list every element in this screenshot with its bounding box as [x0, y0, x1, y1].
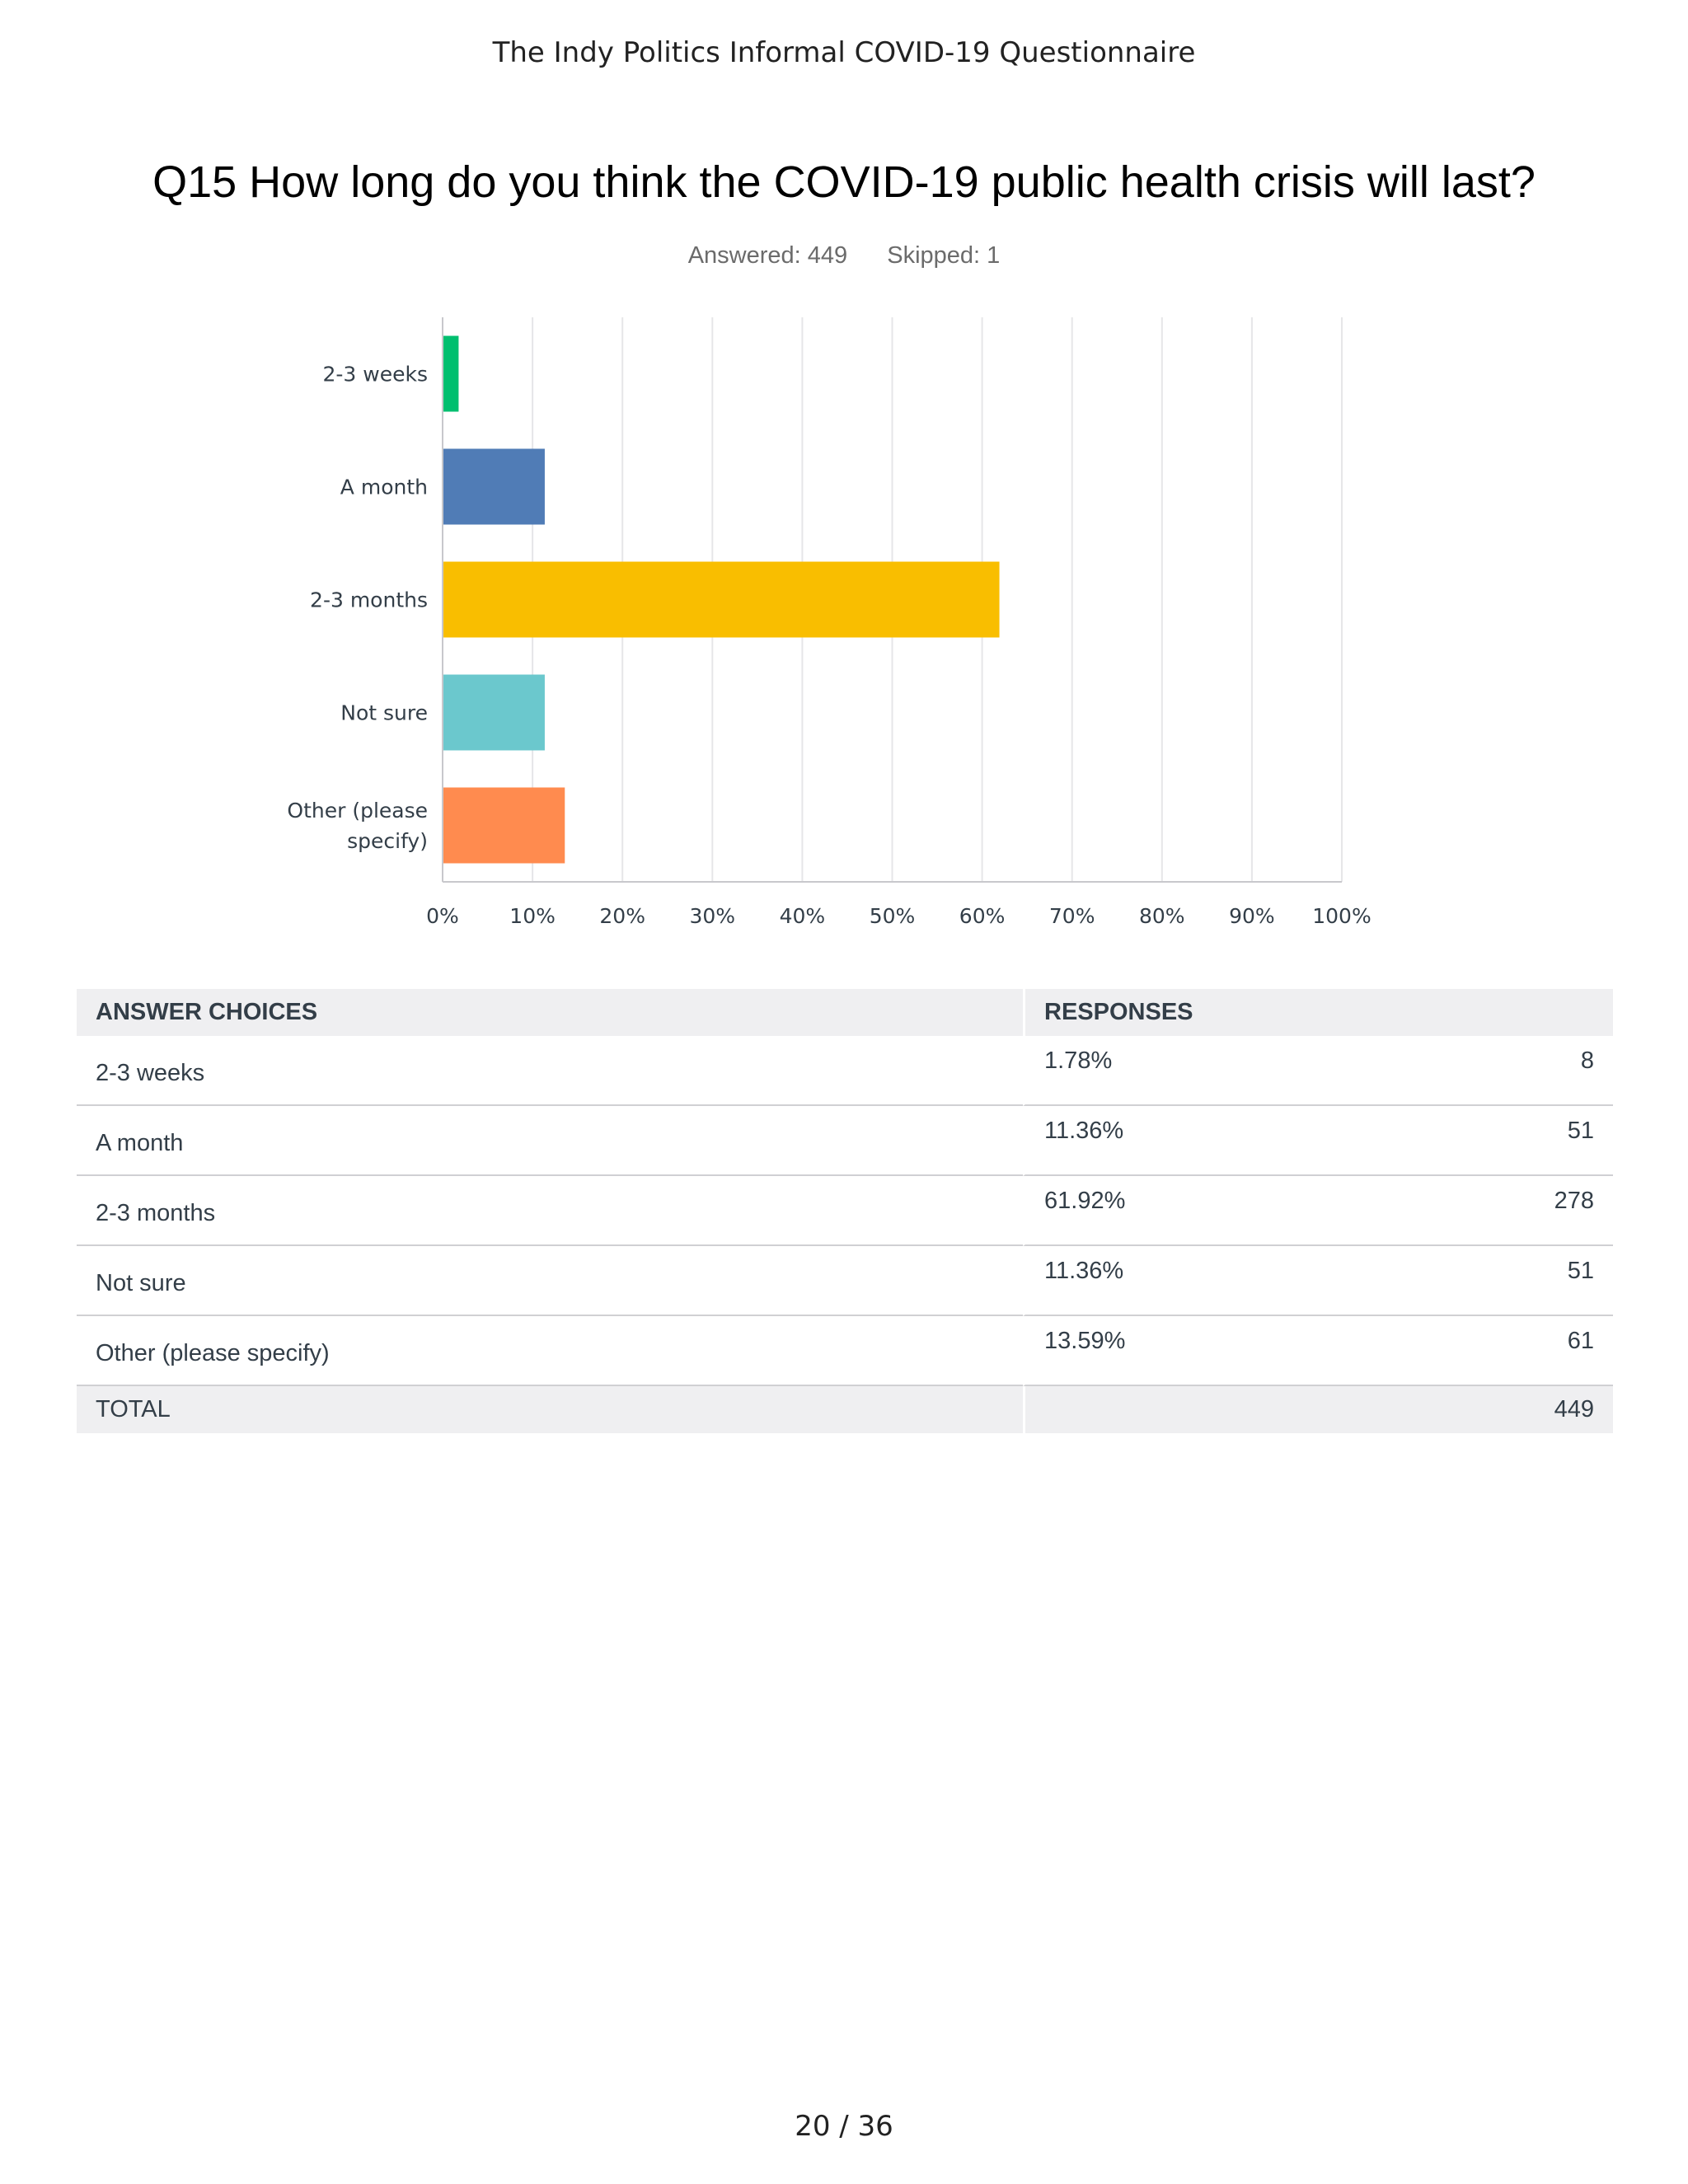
bar-2 — [443, 449, 545, 525]
answer-choice: 2-3 months — [77, 1176, 1023, 1246]
x-tick-label: 10% — [509, 904, 556, 928]
chart-category-labels — [287, 363, 428, 854]
total-label: TOTAL — [77, 1386, 1023, 1433]
category-label: A month — [340, 475, 428, 499]
x-tick-label: 0% — [426, 904, 459, 928]
response-percent: 11.36% — [1023, 1246, 1382, 1316]
x-tick-label: 50% — [869, 904, 916, 928]
answer-choice: 2-3 weeks — [77, 1036, 1023, 1106]
response-count: 51 — [1382, 1246, 1613, 1316]
chart-tick-labels — [426, 904, 1372, 928]
table-row — [77, 1106, 1613, 1176]
table-row — [77, 1176, 1613, 1246]
bar-4 — [443, 675, 545, 751]
response-count: 61 — [1382, 1316, 1613, 1386]
responses-table — [77, 989, 1613, 1433]
response-percent: 13.59% — [1023, 1316, 1382, 1386]
bar-3 — [443, 562, 1000, 638]
x-tick-label: 30% — [689, 904, 736, 928]
answer-choice: Other (please specify) — [77, 1316, 1023, 1386]
bar-1 — [443, 336, 458, 412]
answer-choice: Not sure — [77, 1246, 1023, 1316]
response-percent: 61.92% — [1023, 1176, 1382, 1246]
response-count: 51 — [1382, 1106, 1613, 1176]
skipped-count: Skipped: 1 — [887, 242, 1001, 269]
answer-choice: A month — [77, 1106, 1023, 1176]
response-count: 8 — [1382, 1036, 1613, 1106]
bar-5 — [443, 788, 565, 864]
category-label: Other (please specify) — [287, 799, 428, 853]
category-label: 2-3 weeks — [322, 362, 428, 387]
x-tick-label: 80% — [1139, 904, 1185, 928]
responses-header: RESPONSES — [1023, 989, 1613, 1036]
table-row — [77, 1036, 1613, 1106]
x-tick-label: 90% — [1229, 904, 1275, 928]
category-label: 2-3 months — [310, 588, 428, 612]
survey-title: The Indy Politics Informal COVID-19 Questionnaire — [492, 36, 1196, 69]
bar-chart — [0, 0, 1688, 956]
response-percent: 11.36% — [1023, 1106, 1382, 1176]
x-tick-label: 100% — [1312, 904, 1372, 928]
table-row — [77, 1316, 1613, 1386]
table-header-row — [77, 989, 1613, 1036]
response-count: 278 — [1382, 1176, 1613, 1246]
answer-choices-header: ANSWER CHOICES — [77, 989, 1023, 1036]
page-number: 20 / 36 — [795, 2110, 893, 2143]
chart-bars — [443, 336, 1000, 864]
x-tick-label: 70% — [1048, 904, 1095, 928]
question-title: Q15 How long do you think the COVID-19 public health crisis will last? — [152, 157, 1536, 207]
x-tick-label: 60% — [959, 904, 1006, 928]
response-percent: 1.78% — [1023, 1036, 1382, 1106]
x-tick-label: 40% — [779, 904, 826, 928]
category-label: Not sure — [340, 701, 428, 725]
x-tick-label: 20% — [599, 904, 645, 928]
total-count: 449 — [1023, 1386, 1613, 1433]
table-row — [77, 1246, 1613, 1316]
total-row — [77, 1386, 1613, 1433]
answered-count: Answered: 449 — [687, 242, 848, 269]
